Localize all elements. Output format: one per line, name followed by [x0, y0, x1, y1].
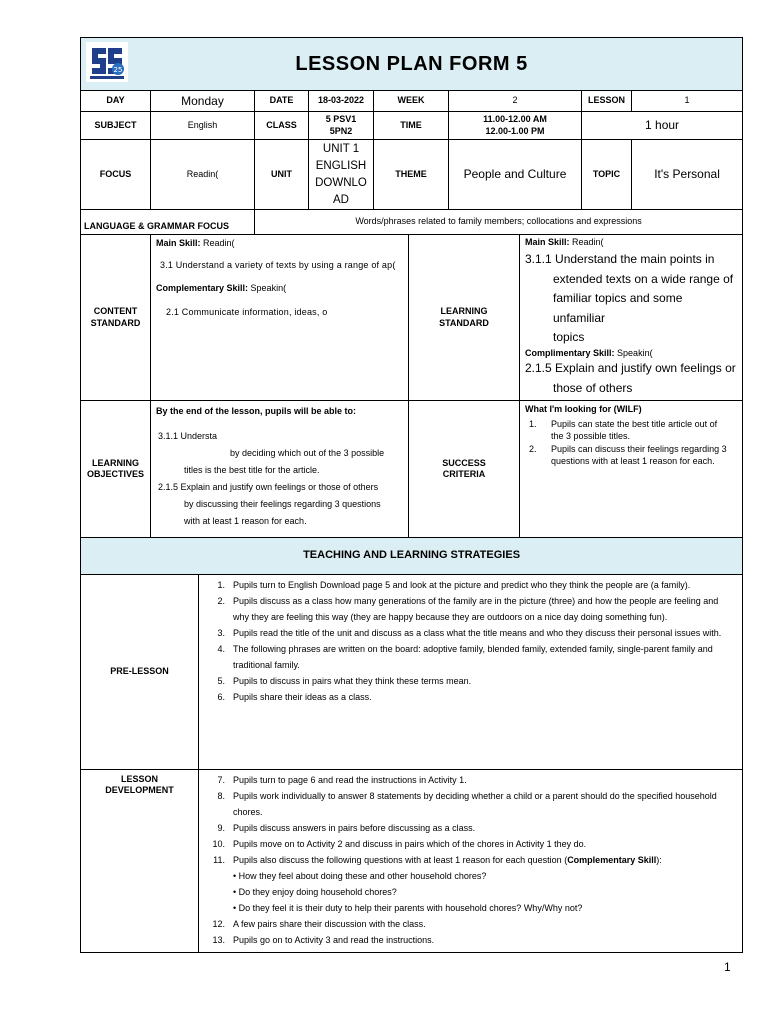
cs-comp-skill-value: Speakin( [250, 283, 287, 294]
question-bullet [199, 900, 736, 916]
list-item-number: 11. [213, 855, 225, 865]
cs-main-text: 3.1 Understand a variety of texts by using a range of ap( [160, 260, 396, 270]
list-item-number: 13. [212, 935, 225, 945]
school-crest-icon [86, 42, 128, 82]
class-value-line-1: 5 PSV1 [325, 114, 357, 125]
logo-number: 25 [113, 66, 123, 74]
list-item-text: Pupils turn to page 6 and read the instructions in Activity 1. [233, 775, 467, 785]
sc-item-1-number: 1. [529, 418, 537, 429]
bullet-icon: • [233, 871, 239, 881]
content-standard-label [81, 235, 151, 401]
list-item [199, 852, 736, 868]
list-item [199, 577, 736, 593]
week-label: WEEK [374, 91, 449, 112]
lesson-development-label-line-1: LESSON [120, 774, 158, 784]
list-item-text: Pupils work individually to answer 8 statements by deciding whether a child or a parent should do the specified household chores. [233, 791, 717, 817]
question-bullet [199, 868, 736, 884]
question-bullet-text: How they feel about doing these and other household chores? [238, 871, 487, 881]
sc-item-1 [525, 418, 737, 443]
list-item [199, 593, 736, 625]
success-criteria-body [520, 401, 743, 538]
learning-standard-label-line-2: STANDARD [439, 317, 489, 328]
ls-comp-skill-value: Speakin( [617, 347, 653, 358]
unit-value-line-4: AD [333, 193, 349, 206]
learning-standard-label-line-1: LEARNING [440, 306, 488, 317]
ls-comp-skill-label: Complimentary Skill: [525, 347, 615, 358]
list-item-number: 1. [217, 580, 225, 590]
lesson-development-item-11 [199, 852, 736, 868]
unit-label: UNIT [255, 140, 309, 210]
list-item-text: Pupils move on to Activity 2 and discuss in pairs which of the chores in Activity 1 they do. [233, 839, 587, 849]
topic-value: It's Personal [632, 140, 743, 210]
list-item [199, 788, 736, 820]
pre-lesson-list [199, 577, 736, 705]
unit-value [309, 140, 374, 210]
lesson-development-label [81, 770, 199, 953]
unit-value-line-3: DOWNLO [315, 176, 367, 189]
cs-comp-text: 2.1 Communicate information, ideas, o [166, 306, 328, 317]
week-value: 2 [449, 91, 582, 112]
list-item-text: Pupils to discuss in pairs what they think these terms mean. [233, 676, 472, 686]
time-label: TIME [374, 112, 449, 140]
date-label: DATE [255, 91, 309, 112]
content-standard-label-line-1: CONTENT [93, 306, 138, 317]
theme-label: THEME [374, 140, 449, 210]
list-item-number: 6. [217, 692, 225, 702]
list-item-text: Pupils discuss answers in pairs before discussing as a class. [233, 823, 476, 833]
lesson-development-list-a [199, 772, 736, 852]
list-item-number: 10. [212, 839, 225, 849]
learning-objectives-label [81, 401, 151, 538]
page-title: LESSON PLAN FORM 5 [295, 52, 528, 75]
list-item [199, 673, 736, 689]
ls-main-skill-label: Main Skill: [525, 237, 570, 247]
learning-objectives-body [151, 401, 409, 538]
time-value [449, 112, 582, 140]
sc-item-1-line-1: Pupils can state the best title article out of [551, 418, 718, 429]
form-header [81, 38, 743, 91]
learning-objectives-label-line-2: OBJECTIVES [86, 469, 144, 479]
pre-lesson-label: PRE-LESSON [81, 575, 199, 770]
list-item-text: Pupils share their ideas as a class. [233, 692, 372, 702]
list-item-text: Pupils read the title of the unit and discuss as a class what the title means and who they discuss their personal issues with. [233, 628, 722, 638]
sc-item-1-line-2: the 3 possible titles. [551, 431, 631, 441]
focus-label: FOCUS [81, 140, 151, 210]
learning-standard-label [409, 235, 520, 401]
list-item-number: 12. [212, 919, 225, 929]
success-criteria-label [409, 401, 520, 538]
list-item-number: 5. [217, 676, 225, 686]
sc-item-2-number: 2. [529, 443, 537, 454]
page-number: 1 [724, 960, 731, 974]
topic-label: TOPIC [582, 140, 632, 210]
day-value: Monday [151, 91, 255, 112]
success-criteria-label-line-2: CRITERIA [442, 469, 486, 479]
duration-value: 1 hour [582, 112, 743, 140]
list-item-number: 2. [217, 596, 225, 606]
lo-obj1-line-2: by deciding which out of the 3 possible [230, 448, 385, 458]
grammar-focus-label: LANGUAGE & GRAMMAR FOCUS [81, 210, 255, 235]
item-11-bold: Complementary Skill [567, 855, 657, 865]
lo-obj1-line-3: titles is the best title for the article. [184, 465, 320, 475]
date-value: 18-03-2022 [309, 91, 374, 112]
lesson-development-list-b [199, 916, 736, 948]
bullet-icon: • [233, 887, 239, 897]
list-item-text: The following phrases are written on the board: adoptive family, blended family, extended family, single-parent family and traditional family. [233, 644, 713, 670]
lesson-plan-form [80, 37, 742, 953]
day-label: DAY [81, 91, 151, 112]
question-bullet-text: Do they feel it is their duty to help their parents with household chores? Why/Why not? [238, 903, 583, 913]
ls-main-line-2: extended texts on a wide range of [553, 271, 734, 286]
lo-obj2-line-3: with at least 1 reason for each. [184, 516, 307, 526]
list-item [199, 916, 736, 932]
list-item-number: 3. [217, 628, 225, 638]
item-11-end: ): [656, 855, 662, 865]
unit-value-line-2: ENGLISH [315, 159, 367, 172]
cs-main-skill-label: Main Skill: [156, 238, 201, 248]
lesson-plan-table [80, 37, 743, 953]
cs-main-skill-value: Readin( [203, 238, 235, 248]
ls-comp-line-2: those of others [553, 380, 633, 395]
list-item [199, 820, 736, 836]
lesson-development-label-line-2: DEVELOPMENT [105, 785, 174, 796]
success-criteria-label-line-1: SUCCESS [442, 457, 486, 468]
ls-comp-line-1: 2.1.5 Explain and justify own feelings or [525, 361, 736, 375]
list-item [199, 772, 736, 788]
list-item-text: Pupils discuss as a class how many generations of the family are in the picture (three) and how the people are feeling and why they are feeling this way (they are happy because they are outdoors on a nice day doing something fun). [233, 596, 719, 622]
lesson-label: LESSON [582, 91, 632, 112]
question-bullet [199, 884, 736, 900]
theme-value: People and Culture [449, 140, 582, 210]
lo-obj2-line-2: by discussing their feelings regarding 3 questions [184, 499, 381, 509]
content-standard-label-line-2: STANDARD [90, 317, 141, 328]
subject-label: SUBJECT [81, 112, 151, 140]
list-item-text: A few pairs share their discussion with the class. [233, 919, 426, 929]
lo-obj2-line-1: 2.1.5 Explain and justify own feelings or those of others [158, 482, 379, 492]
time-value-line-1: 11.00-12.00 AM [483, 114, 547, 125]
focus-value: Readin( [151, 140, 255, 210]
learning-standard-body [520, 235, 743, 401]
time-value-line-2: 12.00-1.00 PM [485, 125, 545, 136]
sc-item-2-line-2: questions with at least 1 reason for each. [551, 456, 715, 466]
item-11-text: Pupils also discuss the following questions with at least 1 reason for each question ( [233, 855, 568, 865]
class-value [309, 112, 374, 140]
list-item [199, 932, 736, 948]
sc-item-2-line-1: Pupils can discuss their feelings regarding 3 [551, 443, 727, 454]
list-item-number: 4. [217, 644, 225, 654]
list-item-number: 8. [217, 791, 225, 801]
lo-intro: By the end of the lesson, pupils will be able to: [156, 406, 357, 416]
bullet-icon: • [233, 903, 239, 913]
pre-lesson-body [199, 575, 743, 770]
question-bullet-list [199, 868, 736, 916]
subject-value: English [151, 112, 255, 140]
class-value-line-2: 5PN2 [329, 125, 353, 136]
lesson-development-body [199, 770, 743, 953]
ls-main-line-3: familiar topics and some unfamiliar [553, 291, 683, 325]
list-item-text: Pupils go on to Activity 3 and read the instructions. [233, 935, 435, 945]
list-item-number: 7. [217, 775, 225, 785]
list-item [199, 689, 736, 705]
ls-main-line-4: topics [553, 330, 585, 345]
ls-main-skill-value: Readin( [572, 237, 604, 247]
learning-objectives-label-line-1: LEARNING [92, 457, 139, 468]
list-item [199, 625, 736, 641]
list-item [199, 836, 736, 852]
lesson-value: 1 [632, 91, 743, 112]
sc-item-2 [525, 443, 737, 468]
list-item [199, 641, 736, 673]
list-item-text: Pupils turn to English Download page 5 and look at the picture and predict who they think the people are (a family). [233, 580, 691, 590]
question-bullet-text: Do they enjoy doing household chores? [238, 887, 397, 897]
cs-comp-skill-label: Complementary Skill: [156, 283, 249, 294]
sc-heading: What I'm looking for (WILF) [525, 404, 642, 414]
content-standard-body [151, 235, 409, 401]
grammar-focus-value: Words/phrases related to family members; collocations and expressions [255, 210, 743, 235]
unit-value-line-1: UNIT 1 [322, 142, 360, 155]
strategies-heading: TEACHING AND LEARNING STRATEGIES [81, 538, 743, 575]
list-item-number: 9. [217, 823, 225, 833]
ls-main-line-1: 3.1.1 Understand the main points in [525, 252, 715, 267]
lo-obj1-line-1: 3.1.1 Understa [158, 431, 218, 441]
class-label: CLASS [255, 112, 309, 140]
